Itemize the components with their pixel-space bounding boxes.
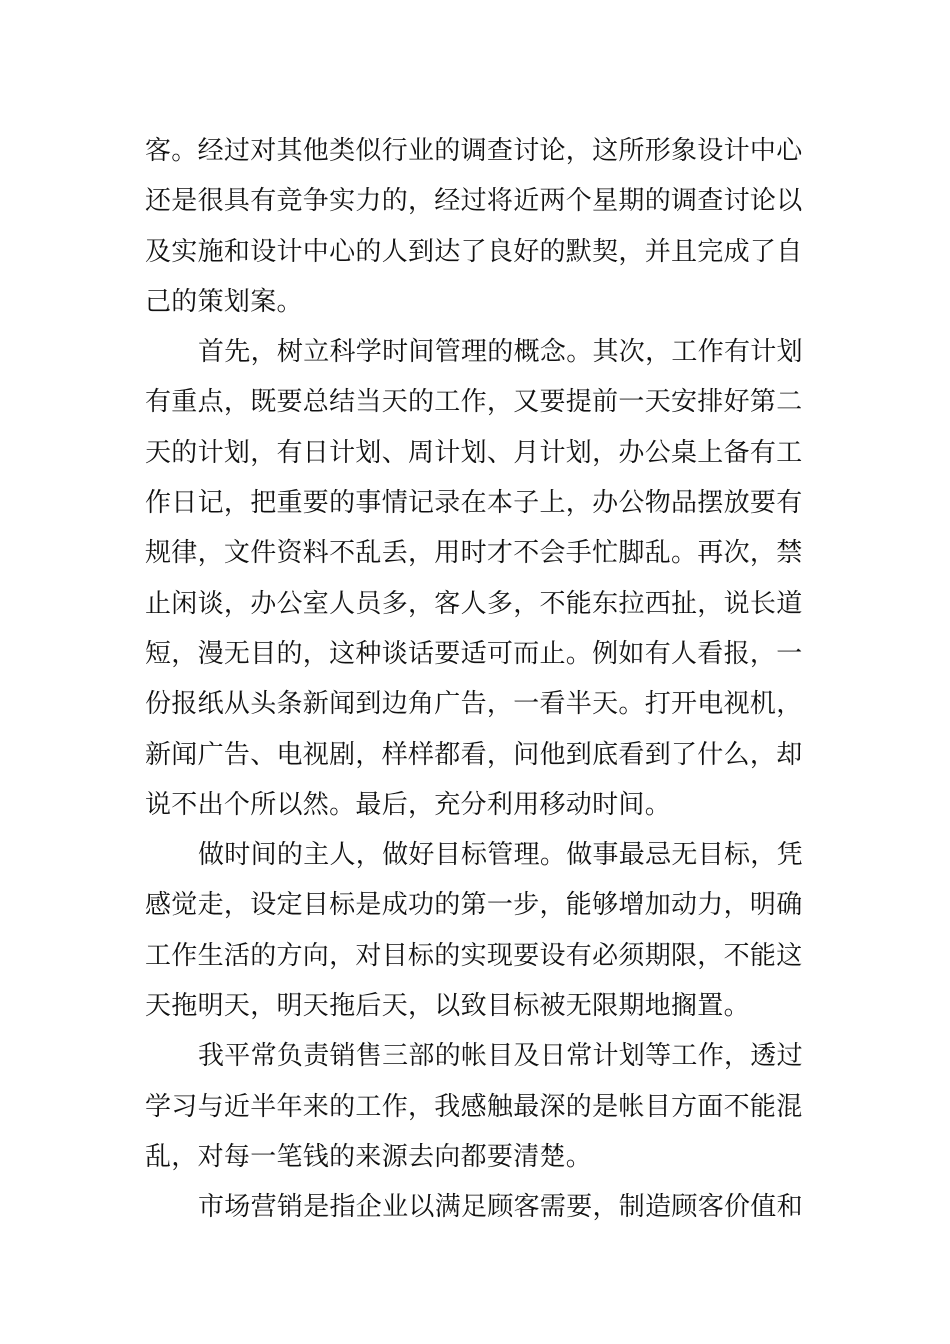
- text-line: 有重点，既要总结当天的工作，又要提前一天安排好第二: [145, 387, 803, 418]
- paragraph-first-line: 市场营销是指企业以满足顾客需要，制造顾客价值和: [198, 1192, 803, 1223]
- text-line: 及实施和设计中心的人到达了良好的默契，并且完成了自: [145, 236, 803, 267]
- text-line: 新闻广告、电视剧，样样都看，问他到底看到了什么，却: [145, 739, 803, 770]
- text-line: 作日记，把重要的事情记录在本子上，办公物品摆放要有: [145, 488, 803, 519]
- text-line: 学习与近半年来的工作，我感触最深的是帐目方面不能混: [145, 1091, 803, 1122]
- text-line: 份报纸从头条新闻到边角广告，一看半天。打开电视机，: [145, 689, 803, 720]
- text-line: 说不出个所以然。最后，充分利用移动时间。: [145, 789, 672, 820]
- text-line: 天的计划，有日计划、周计划、月计划，办公桌上备有工: [145, 437, 803, 468]
- text-line: 止闲谈，办公室人员多，客人多，不能东拉西扯，说长道: [145, 588, 803, 619]
- paragraph-first-line: 做时间的主人，做好目标管理。做事最忌无目标，凭: [198, 840, 803, 871]
- paragraph-first-line: 我平常负责销售三部的帐目及日常计划等工作，透过: [198, 1041, 803, 1072]
- text-line: 感觉走，设定目标是成功的第一步，能够增加动力，明确: [145, 890, 803, 921]
- text-line: 还是很具有竞争实力的，经过将近两个星期的调查讨论以: [145, 186, 803, 217]
- text-line: 天拖明天，明天拖后天，以致目标被无限期地搁置。: [145, 991, 750, 1022]
- text-line: 乱，对每一笔钱的来源去向都要清楚。: [145, 1141, 593, 1172]
- text-line: 己的策划案。: [145, 286, 303, 317]
- text-line: 规律，文件资料不乱丢，用时才不会手忙脚乱。再次，禁: [145, 538, 803, 569]
- text-line: 工作生活的方向，对目标的实现要设有必须期限，不能这: [145, 940, 803, 971]
- document-body: [145, 126, 810, 1233]
- text-line: 客。经过对其他类似行业的调查讨论，这所形象设计中心: [145, 136, 803, 166]
- paragraph-first-line: 首先，树立科学时间管理的概念。其次，工作有计划: [198, 337, 803, 368]
- text-line: 短，漫无目的，这种谈话要适可而止。例如有人看报，一: [145, 638, 803, 669]
